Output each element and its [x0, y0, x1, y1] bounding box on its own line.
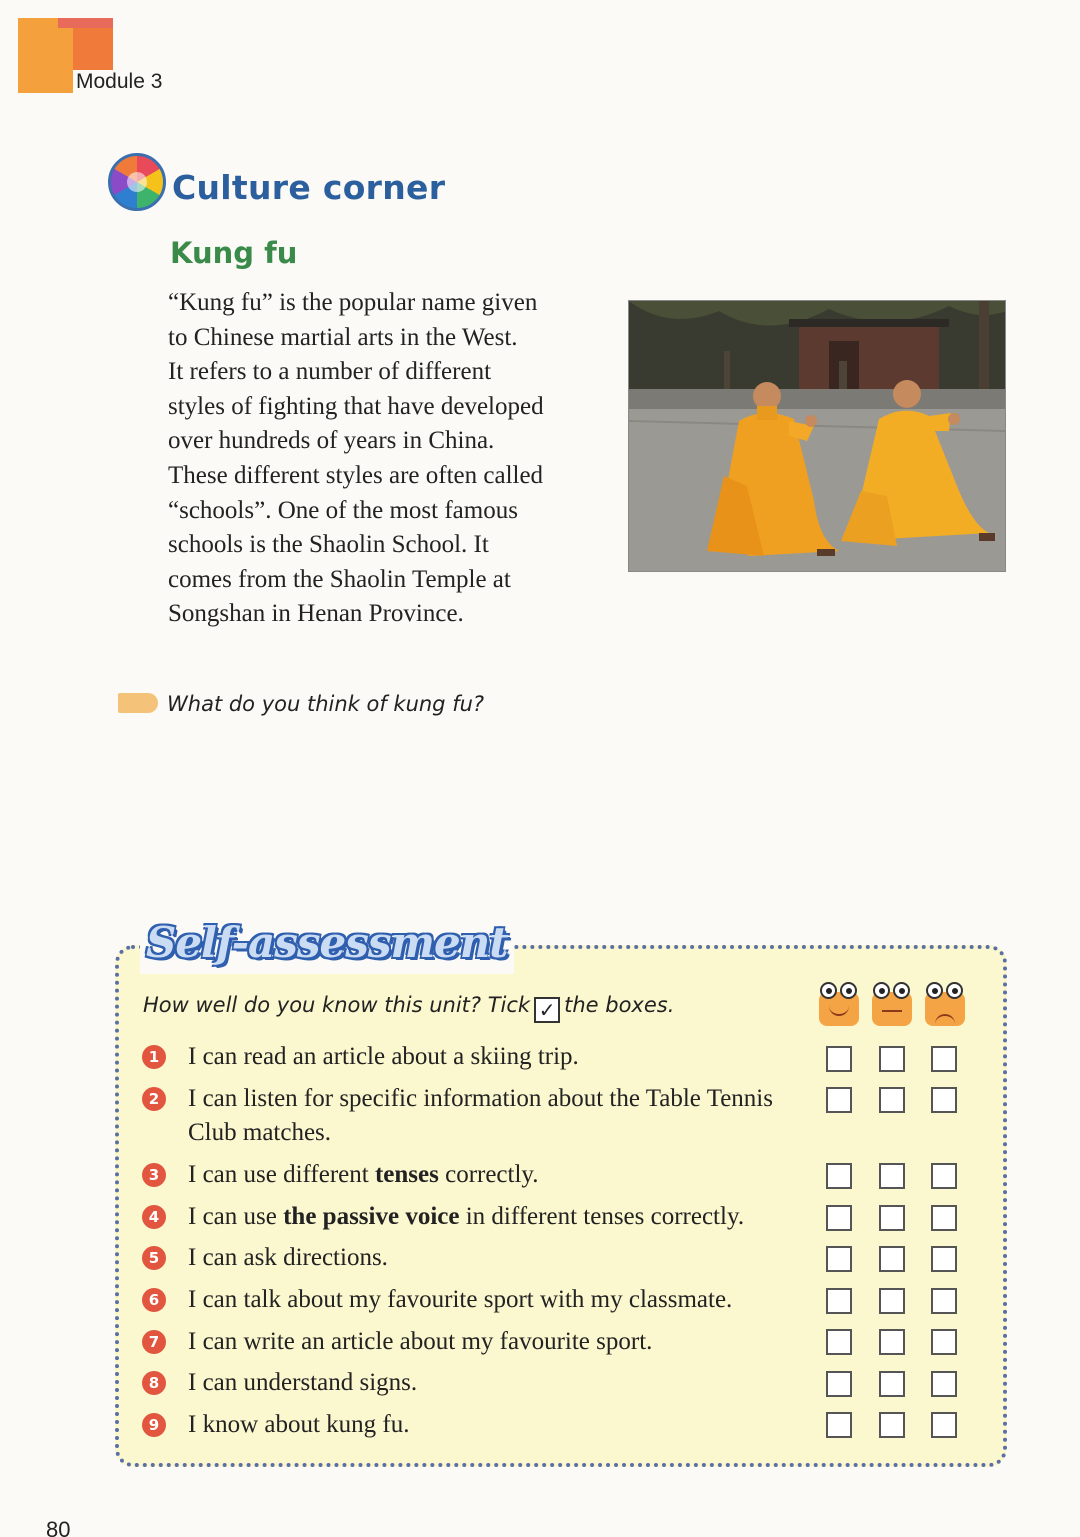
checkbox-good[interactable] [826, 1246, 852, 1272]
checkbox-ok[interactable] [879, 1246, 905, 1272]
passage-line: schools is the Shaolin School. It [168, 531, 489, 559]
section-subtitle: Kung fu [170, 236, 298, 270]
item-text: I can read an article about a skiing trip. [188, 1043, 579, 1070]
culture-corner-logo-icon [108, 153, 166, 211]
kung-fu-monks-photo [628, 300, 1006, 572]
item-number: 4 [142, 1205, 166, 1229]
checkbox-good[interactable] [826, 1329, 852, 1355]
checkbox-good[interactable] [826, 1046, 852, 1072]
checkbox-ok[interactable] [879, 1087, 905, 1113]
checkbox-poor[interactable] [931, 1046, 957, 1072]
self-assessment-title: Self-assessment [140, 912, 514, 974]
checkmark-icon: ✓ [534, 997, 560, 1023]
neutral-face-icon [872, 980, 912, 1026]
discussion-question: What do you think of kung fu? [167, 692, 485, 716]
checkbox-good[interactable] [826, 1163, 852, 1189]
checkbox-poor[interactable] [931, 1087, 957, 1113]
item-number: 1 [142, 1045, 166, 1069]
item-text: I can understand signs. [188, 1369, 418, 1396]
item-text-bold: tenses [374, 1161, 439, 1188]
question-marker-icon [118, 693, 158, 713]
self-assessment-intro [143, 993, 674, 1023]
passage-line: It refers to a number of different [168, 358, 492, 386]
checkbox-poor[interactable] [931, 1371, 957, 1397]
item-text-bold: the passive voice [283, 1203, 460, 1230]
module-label: Module 3 [76, 70, 163, 93]
happy-face-icon [819, 980, 859, 1026]
section-title: Culture corner [172, 168, 446, 207]
passage-line: “schools”. One of the most famous [168, 496, 518, 524]
passage-line: Songshan in Henan Province. [168, 600, 464, 628]
item-text-end: correctly. [438, 1161, 539, 1188]
intro-text: How well do you know this unit? Tick [143, 993, 531, 1017]
item-number: 5 [142, 1246, 166, 1270]
checkbox-ok[interactable] [879, 1163, 905, 1189]
item-text: I can talk about my favourite sport with my classmate. [188, 1286, 733, 1313]
item-number: 2 [142, 1087, 166, 1111]
item-text: I can use [188, 1203, 284, 1230]
passage-line: comes from the Shaolin Temple at [168, 565, 511, 593]
passage-line: styles of fighting that have developed [168, 392, 544, 420]
sad-face-icon [925, 980, 965, 1026]
item-text-end: in different tenses correctly. [459, 1203, 745, 1230]
checkbox-good[interactable] [826, 1412, 852, 1438]
checkbox-ok[interactable] [879, 1329, 905, 1355]
checkbox-poor[interactable] [931, 1205, 957, 1231]
checkbox-good[interactable] [826, 1288, 852, 1314]
item-number: 3 [142, 1163, 166, 1187]
page-number: 80 [46, 1517, 71, 1537]
checkbox-poor[interactable] [931, 1329, 957, 1355]
item-number: 6 [142, 1288, 166, 1312]
item-text: I can ask directions. [188, 1244, 388, 1271]
intro-text-end: the boxes. [564, 993, 675, 1017]
item-text: I can use different [188, 1161, 375, 1188]
checkbox-poor[interactable] [931, 1412, 957, 1438]
item-text: I can write an article about my favourite sport. [188, 1328, 653, 1355]
checkbox-ok[interactable] [879, 1371, 905, 1397]
checkbox-ok[interactable] [879, 1205, 905, 1231]
checkbox-poor[interactable] [931, 1163, 957, 1189]
checkbox-ok[interactable] [879, 1412, 905, 1438]
checkbox-ok[interactable] [879, 1288, 905, 1314]
checkbox-ok[interactable] [879, 1046, 905, 1072]
item-number: 8 [142, 1371, 166, 1395]
passage [168, 286, 608, 632]
item-text: I can listen for specific information about the Table Tennis Club matches. [188, 1085, 773, 1146]
checkbox-poor[interactable] [931, 1288, 957, 1314]
checkbox-good[interactable] [826, 1205, 852, 1231]
passage-line: These different styles are often called [168, 461, 544, 489]
passage-line: “Kung fu” is the popular name given [168, 289, 538, 316]
passage-line: over hundreds of years in China. [168, 427, 495, 455]
checkbox-good[interactable] [826, 1087, 852, 1113]
checkbox-poor[interactable] [931, 1246, 957, 1272]
item-number: 7 [142, 1330, 166, 1354]
checkbox-good[interactable] [826, 1371, 852, 1397]
item-number: 9 [142, 1413, 166, 1437]
item-text: I know about kung fu. [188, 1411, 410, 1438]
passage-line: to Chinese martial arts in the West. [168, 323, 518, 351]
